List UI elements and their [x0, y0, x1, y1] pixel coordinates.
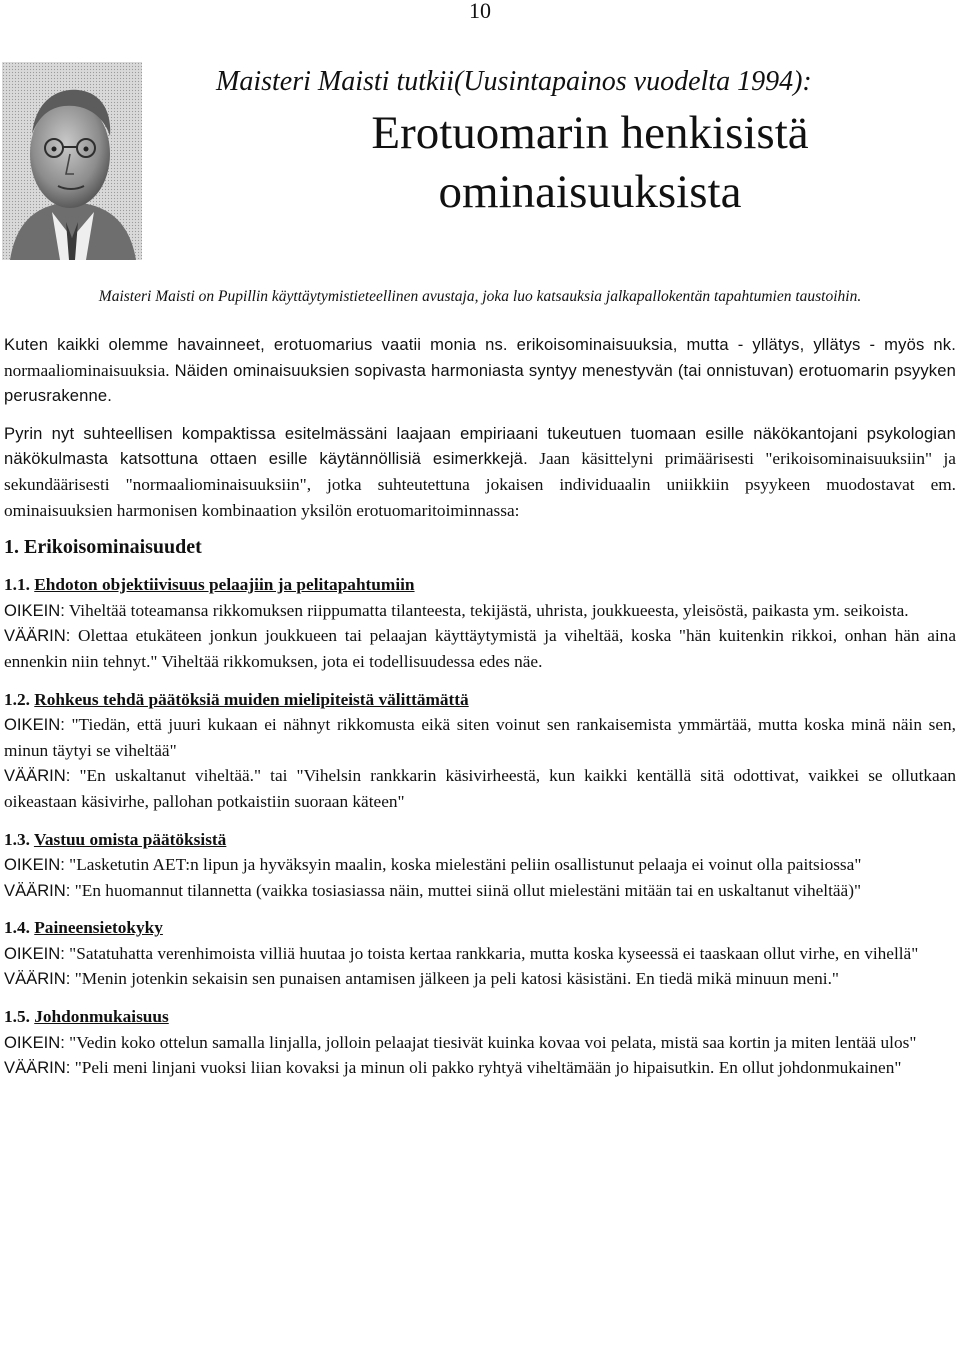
item-heading [4, 1004, 956, 1030]
right-text: "Tiedän, että juuri kukaan ei nähnyt rikkomusta eikä siten voinut sen rankaisemista ymmärtää, mutta koska minä näin sen, minun täytyi se viheltää" [4, 715, 956, 760]
wrong-label: VÄÄRIN: [4, 969, 71, 989]
page-number: 10 [469, 0, 491, 23]
article-body [4, 332, 956, 1081]
right-text: "Lasketutin AET:n lipun ja hyväksyin maalin, koska mielestäni peliin osallistunut pelaaja ei voinut olla paitsiossa" [64, 855, 862, 875]
wrong-example [4, 878, 956, 904]
item-title: Paineensietokyky [34, 918, 163, 938]
right-text: "Vedin koko ottelun samalla linjalla, jolloin pelaajat tiesivät kuinka kovaa voi pelata, mistä saa kortin ja miten lentää ulos" [64, 1032, 917, 1052]
author-caption: Maisteri Maisti on Pupillin käyttäytymistieteellinen avustaja, joka luo katsauksia jalkapallokentän tapahtumien taustoihin. [98, 288, 862, 305]
item-number: 1.5. [4, 1007, 30, 1027]
wrong-label: VÄÄRIN: [4, 626, 71, 646]
item-heading [4, 687, 956, 713]
wrong-text: "En huomannut tilannetta (vaikka tosiasiassa näin, muttei siinä ollut mielestäni mitään tai en uskaltanut viheltää)" [70, 880, 862, 900]
wrong-text: "En uskaltanut viheltää." tai "Vihelsin rankkarin käsivirheestä, kun kaikki kentällä sitä odottivat, vaikkei se ollutkaan oikeastaan käsivirhe, pallohan potkaistiin suoraan käteen" [4, 766, 956, 811]
item-1-5 [4, 1004, 956, 1081]
right-label: OIKEIN: [4, 715, 65, 735]
right-example [4, 712, 956, 763]
wrong-example [4, 966, 956, 992]
item-1-4 [4, 915, 956, 992]
right-text: Viheltää toteamansa rikkomuksen riippumatta tilanteesta, tekijästä, uhrista, joukkueesta, yleisöstä, paikasta ym. seikoista. [64, 600, 909, 620]
item-title: Rohkeus tehdä päätöksiä muiden mielipiteistä välittämättä [34, 689, 469, 709]
wrong-label: VÄÄRIN: [4, 1058, 71, 1078]
wrong-label: VÄÄRIN: [4, 766, 71, 786]
series-title: Maisteri Maisti tutkii(Uusintapainos vuodelta 1994): [216, 66, 812, 97]
item-title: Ehdoton objektiivisuus pelaajiin ja pelitapahtumiin [34, 575, 415, 595]
intro-p2-part-2: Jaan käsittelyni primäärisesti "erikoisominaisuuksiin" ja sekundäärisesti "normaaliominaisuuksiin", jotka suhteutettuna jokaisen individuaalin uniikkiin psyykeen muodostavat em. ominaisuuksien harmonisen kombinaation yksilön erotuomaritoiminnassa: [4, 449, 956, 520]
article-title [290, 104, 890, 222]
section-heading: 1. Erikoisominaisuudet [4, 536, 202, 559]
item-title: Vastuu omista päätöksistä [33, 829, 227, 849]
wrong-example [4, 623, 956, 674]
title-line-1: Erotuomarin henkisistä [371, 107, 809, 159]
wrong-example [4, 763, 956, 814]
item-number: 1.2. [4, 689, 30, 709]
right-example [4, 1030, 956, 1056]
item-number: 1.4. [4, 918, 30, 938]
wrong-text: "Peli meni linjani vuoksi liian kovaksi ja minun oli pakko ryhtyä viheltämään jo hipaisutkin. En ollut johdonmukainen" [70, 1058, 902, 1078]
intro-paragraph-1 [4, 332, 956, 409]
item-title: Johdonmukaisuus [34, 1007, 169, 1027]
right-label: OIKEIN: [4, 943, 65, 963]
intro-p1-part-2: normaaliominaisuuksia. [4, 360, 170, 380]
item-1-2 [4, 687, 956, 815]
title-line-2: ominaisuuksista [438, 166, 742, 218]
item-1-1 [4, 572, 956, 674]
item-number: 1.1. [4, 575, 30, 595]
item-heading [4, 915, 956, 941]
item-heading [4, 827, 956, 853]
intro-p2-part-1: Pyrin nyt suhteellisen kompaktissa esitelmässäni laajaan empiriaani tukeutuen tuomaan esille näkökantojani psykologian näkökulmasta katsottuna ottaen esille käytännöllisiä esimerkkejä. [4, 423, 956, 469]
intro-p1-part-1: Kuten kaikki olemme havainneet, erotuomarius vaatii monia ns. erikoisominaisuuksia, mutta - yllätys, yllätys - myös nk. [4, 335, 956, 354]
right-example [4, 941, 956, 967]
right-label: OIKEIN: [4, 600, 65, 620]
right-example [4, 598, 956, 624]
right-example [4, 852, 956, 878]
item-heading [4, 572, 956, 598]
item-1-3 [4, 827, 956, 904]
intro-paragraph-2 [4, 421, 956, 523]
wrong-text: "Menin jotenkin sekaisin sen punaisen antamisen jälkeen ja peli katosi käsistäni. En tiedä mikä minuun meni." [70, 969, 839, 989]
intro-p1-part-3: Näiden ominaisuuksien sopivasta harmoniasta syntyy menestyvän (tai onnistuvan) erotuomarin psyyken perusrakenne. [4, 360, 956, 406]
wrong-text: Olettaa etukäteen jonkun joukkueen tai pelaajan käyttäytymistä ja viheltää, koska "hän kuitenkin rikkoi, onhan hän aina ennenkin niin tehnyt." Viheltää rikkomuksen, jota ei todellisuudessa edes näe. [4, 626, 956, 671]
right-text: "Satatuhatta verenhimoista villiä huutaa jo toista kertaa rankkaria, mutta koska kyseessä ei taaskaan ollut virhe, en vihellä" [64, 943, 919, 963]
author-portrait [2, 62, 142, 260]
right-label: OIKEIN: [4, 855, 65, 875]
wrong-example [4, 1055, 956, 1081]
right-label: OIKEIN: [4, 1032, 65, 1052]
wrong-label: VÄÄRIN: [4, 880, 71, 900]
item-number: 1.3. [4, 829, 30, 849]
